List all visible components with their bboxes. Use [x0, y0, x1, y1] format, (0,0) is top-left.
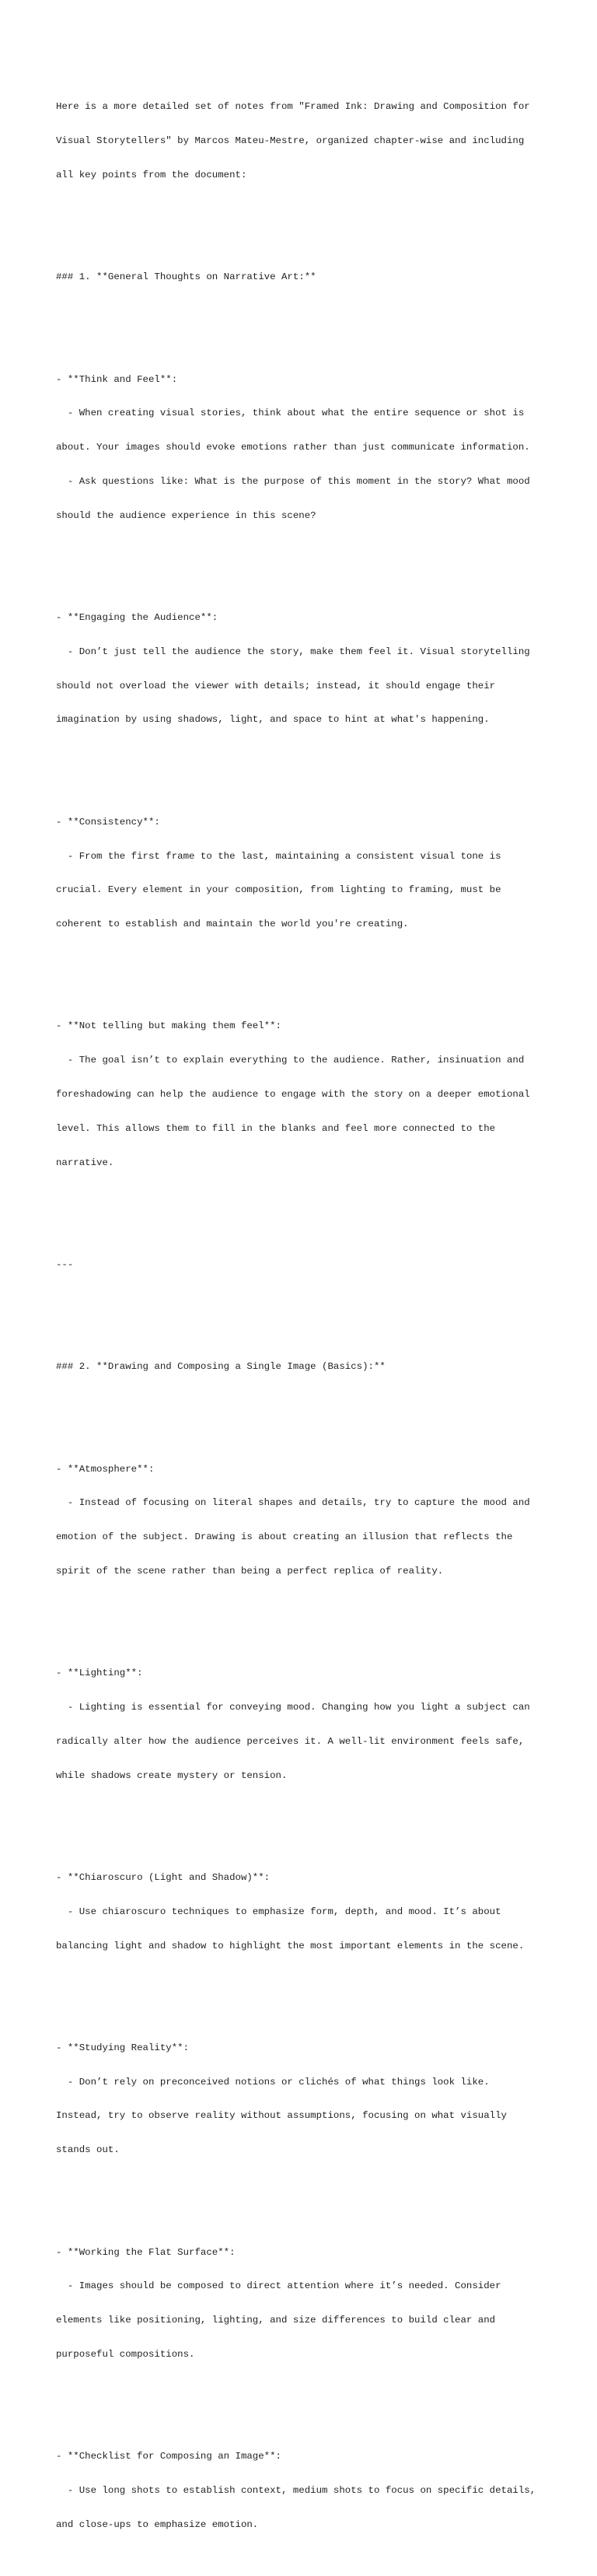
- item-consistency: [56, 794, 553, 953]
- text-line: - **Checklist for Composing an Image**:: [56, 2451, 281, 2462]
- text-line: Instead, try to observe reality without assumptions, focusing on what visually: [56, 2110, 507, 2122]
- text-line: about. Your images should evoke emotions rather than just communicate information.: [56, 442, 530, 453]
- text-line: narrative.: [56, 1157, 114, 1168]
- text-line: and close-ups to emphasize emotion.: [56, 2518, 259, 2530]
- text-line: - Don’t just tell the audience the story, make them feel it. Visual storytelling: [56, 646, 530, 657]
- text-line: radically alter how the audience perceives it. A well-lit environment feels safe,: [56, 1735, 525, 1747]
- text-line: - **Lighting**:: [56, 1668, 143, 1679]
- text-line: emotion of the subject. Drawing is about creating an illusion that reflects the: [56, 1531, 513, 1543]
- item-not-telling: [56, 998, 553, 1191]
- text-line: balancing light and shadow to highlight the most important elements in the scene.: [56, 1940, 525, 1951]
- section-divider: [56, 1237, 553, 1293]
- item-think-and-feel: [56, 351, 553, 544]
- text-line: - Lighting is essential for conveying mood. Changing how you light a subject can: [56, 1702, 530, 1713]
- text-line: - **Not telling but making them feel**:: [56, 1020, 281, 1032]
- item-engaging-the-audience: [56, 590, 553, 748]
- text-line: - Images should be composed to direct attention where it’s needed. Consider: [56, 2280, 501, 2292]
- text-line: level. This allows them to fill in the blanks and feel more connected to the: [56, 1122, 496, 1134]
- text-line: - **Atmosphere**:: [56, 1463, 155, 1475]
- text-line: spirit of the scene rather than being a perfect replica of reality.: [56, 1565, 444, 1577]
- text-line: - Instead of focusing on literal shapes and details, try to capture the mood and: [56, 1497, 530, 1509]
- item-chiaroscuro: [56, 1850, 553, 1975]
- text-line: while shadows create mystery or tension.: [56, 1769, 288, 1781]
- item-studying-reality: [56, 2020, 553, 2179]
- text-line: - **Think and Feel**:: [56, 373, 178, 385]
- text-line: - **Consistency**:: [56, 816, 160, 828]
- text-line: - **Working the Flat Surface**:: [56, 2246, 236, 2258]
- text-line: - When creating visual stories, think about what the entire sequence or shot is: [56, 408, 525, 419]
- text-line: - Use chiaroscuro techniques to emphasize form, depth, and mood. It’s about: [56, 1906, 501, 1917]
- text-line: foreshadowing can help the audience to engage with the story on a deeper emotional: [56, 1089, 530, 1101]
- text-line: Visual Storytellers" by Marcos Mateu-Mestre, organized chapter-wise and including: [56, 135, 525, 147]
- item-atmosphere: [56, 1440, 553, 1599]
- section-heading-1: [56, 249, 553, 306]
- text-line: should not overload the viewer with details; instead, it should engage their: [56, 680, 496, 691]
- text-line: - Use long shots to establish context, medium shots to focus on specific details,: [56, 2485, 536, 2497]
- heading-line: ### 1. **General Thoughts on Narrative Art:**: [56, 271, 316, 283]
- text-line: crucial. Every element in your composition, from lighting to framing, must be: [56, 884, 501, 896]
- text-line: - From the first frame to the last, maintaining a consistent visual tone is: [56, 850, 501, 862]
- text-line: coherent to establish and maintain the world you're creating.: [56, 919, 409, 930]
- item-checklist: [56, 2428, 553, 2553]
- divider-line: ---: [56, 1258, 74, 1270]
- text-line: should the audience experience in this scene?: [56, 509, 316, 521]
- heading-line: ### 2. **Drawing and Composing a Single Image (Basics):**: [56, 1361, 386, 1373]
- text-line: imagination by using shadows, light, and space to hint at what's happening.: [56, 714, 490, 726]
- intro-paragraph: [56, 79, 553, 204]
- text-line: - Don’t rely on preconceived notions or clichés of what things look like.: [56, 2076, 490, 2088]
- text-line: purposeful compositions.: [56, 2348, 195, 2360]
- text-line: elements like positioning, lighting, and size differences to build clear and: [56, 2315, 496, 2326]
- text-line: - **Studying Reality**:: [56, 2042, 190, 2053]
- item-working-the-flat-surface: [56, 2224, 553, 2382]
- text-line: - Ask questions like: What is the purpose of this moment in the story? What mood: [56, 475, 530, 487]
- text-line: all key points from the document:: [56, 169, 247, 180]
- text-line: - **Engaging the Audience**:: [56, 612, 218, 624]
- text-line: - **Chiaroscuro (Light and Shadow)**:: [56, 1872, 271, 1883]
- text-line: stands out.: [56, 2144, 120, 2156]
- document-page: [56, 56, 553, 2576]
- section-heading-2: [56, 1339, 553, 1395]
- text-line: Here is a more detailed set of notes from "Framed Ink: Drawing and Composition for: [56, 101, 530, 113]
- text-line: - The goal isn’t to explain everything to the audience. Rather, insinuation and: [56, 1055, 525, 1066]
- item-lighting: [56, 1645, 553, 1804]
